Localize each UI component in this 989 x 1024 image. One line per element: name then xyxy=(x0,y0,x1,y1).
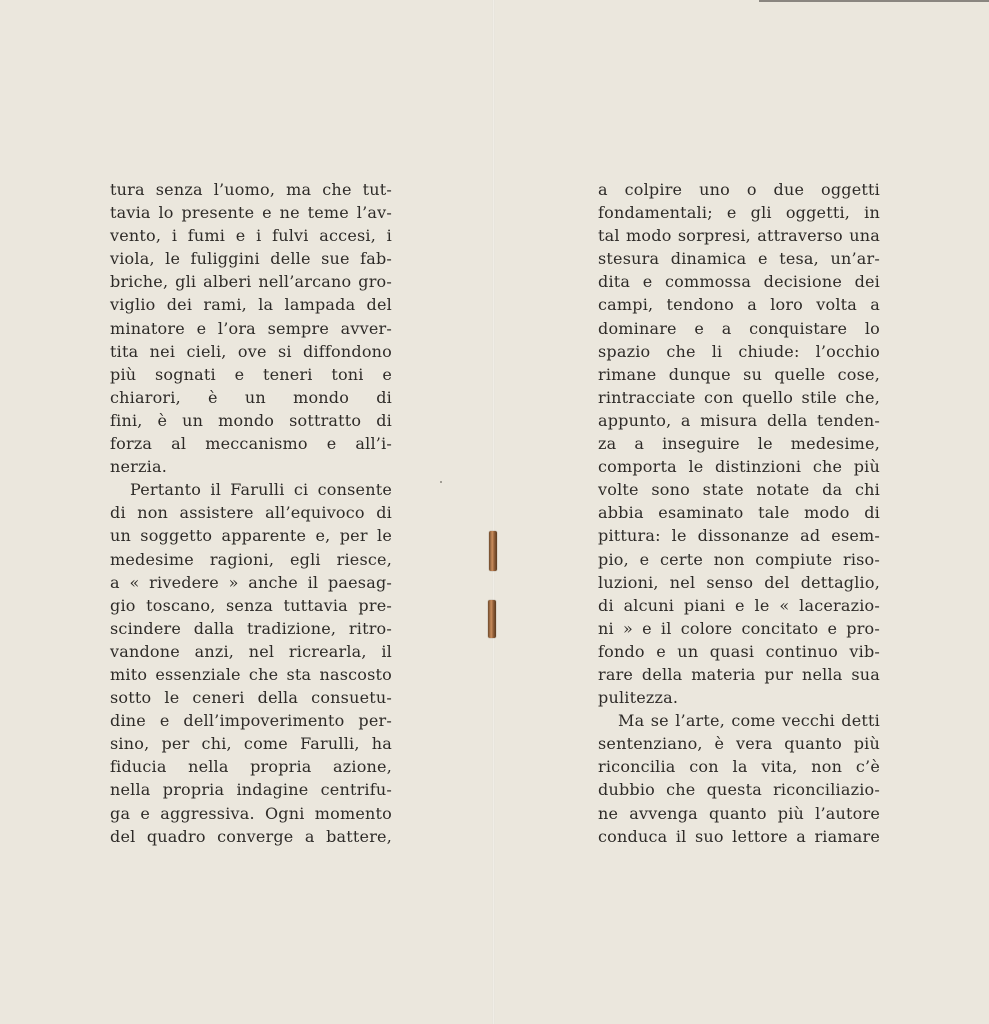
text-line: vento, i fumi e i fulvi accesi, i xyxy=(110,226,392,246)
text-line: più sognati e teneri toni e xyxy=(110,364,392,384)
text-line: rintracciate con quello stile che, xyxy=(598,387,880,407)
text-line: viglio dei rami, la lampada del xyxy=(110,295,392,315)
text-line: sotto le ceneri della consuetu- xyxy=(110,688,392,708)
text-line: un soggetto apparente e, per le xyxy=(110,526,392,546)
text-line: tura senza l’uomo, ma che tut- xyxy=(110,180,392,199)
text-line: dine e dell’impoverimento per- xyxy=(110,711,392,731)
text-line: za a inseguire le medesime, xyxy=(598,434,880,454)
text-line: comporta le distinzioni che più xyxy=(598,457,880,477)
text-line: medesime ragioni, egli riesce, xyxy=(110,549,392,569)
text-line: forza al meccanismo e all’i- xyxy=(110,434,392,454)
text-line: a « rivedere » anche il paesag- xyxy=(110,572,392,592)
text-line: luzioni, nel senso del dettaglio, xyxy=(598,572,880,592)
text-line: dominare e a conquistare lo xyxy=(598,318,880,338)
text-line: di alcuni piani e le « lacerazio- xyxy=(598,595,880,615)
paragraph-start-line: Pertanto il Farulli ci consente xyxy=(130,480,392,500)
text-line: dita e commossa decisione dei xyxy=(598,272,880,292)
staple-top xyxy=(489,531,497,571)
text-line: riconcilia con la vita, non c’è xyxy=(598,757,880,777)
text-line: fini, è un mondo sottratto di xyxy=(110,410,392,430)
text-line: tita nei cieli, ove si diffondono xyxy=(110,341,392,361)
paragraph-end-line: nerzia. xyxy=(110,457,167,477)
text-line: stesura dinamica e tesa, un’ar- xyxy=(598,249,880,269)
text-line: pio, e certe non compiute riso- xyxy=(598,549,880,569)
text-line: fiducia nella propria azione, xyxy=(110,757,392,777)
text-line: nella propria indagine centrifu- xyxy=(110,780,392,800)
text-line: del quadro converge a battere, xyxy=(110,826,392,846)
text-line: vandone anzi, nel ricrearla, il xyxy=(110,641,392,661)
text-line: rimane dunque su quelle cose, xyxy=(598,364,880,384)
page-top-edge xyxy=(759,0,989,2)
text-line: abbia esaminato tale modo di xyxy=(598,503,880,523)
text-line: volte sono state notate da chi xyxy=(598,480,880,500)
text-line: a colpire uno o due oggetti xyxy=(598,180,880,199)
paragraph-start-line: Ma se l’arte, come vecchi detti xyxy=(618,711,880,731)
text-line: fondo e un quasi continuo vib- xyxy=(598,641,880,661)
text-line: sentenziano, è vera quanto più xyxy=(598,734,880,754)
text-line: conduca il suo lettore a riamare xyxy=(598,826,880,846)
text-line: briche, gli alberi nell’arcano gro- xyxy=(110,272,392,292)
text-line: gio toscano, senza tuttavia pre- xyxy=(110,595,392,615)
text-line: ne avvenga quanto più l’autore xyxy=(598,803,880,823)
text-line: sino, per chi, come Farulli, ha xyxy=(110,734,392,754)
text-line: di non assistere all’equivoco di xyxy=(110,503,392,523)
right-page-text xyxy=(598,178,880,848)
text-line: ni » e il colore concitato e pro- xyxy=(598,618,880,638)
text-line: fondamentali; e gli oggetti, in xyxy=(598,203,880,223)
left-page-text xyxy=(110,178,392,848)
paper-speck xyxy=(440,481,442,483)
text-line: tavia lo presente e ne teme l’av- xyxy=(110,203,392,223)
text-line: campi, tendono a loro volta a xyxy=(598,295,880,315)
text-line: tal modo sorpresi, attraverso una xyxy=(598,226,880,246)
text-line: dubbio che questa riconciliazio- xyxy=(598,780,880,800)
booklet-spine xyxy=(492,0,495,1024)
text-line: appunto, a misura della tenden- xyxy=(598,410,880,430)
text-line: rare della materia pur nella sua xyxy=(598,664,880,684)
text-line: spazio che li chiude: l’occhio xyxy=(598,341,880,361)
text-line: chiarori, è un mondo di xyxy=(110,387,392,407)
text-line: mito essenziale che sta nascosto xyxy=(110,664,392,684)
text-line: viola, le fuliggini delle sue fab- xyxy=(110,249,392,269)
staple-bottom xyxy=(488,600,496,638)
text-line: pittura: le dissonanze ad esem- xyxy=(598,526,880,546)
text-line: scindere dalla tradizione, ritro- xyxy=(110,618,392,638)
text-line: ga e aggressiva. Ogni momento xyxy=(110,803,392,823)
paragraph-end-line: pulitezza. xyxy=(598,688,679,708)
text-line: minatore e l’ora sempre avver- xyxy=(110,318,392,338)
